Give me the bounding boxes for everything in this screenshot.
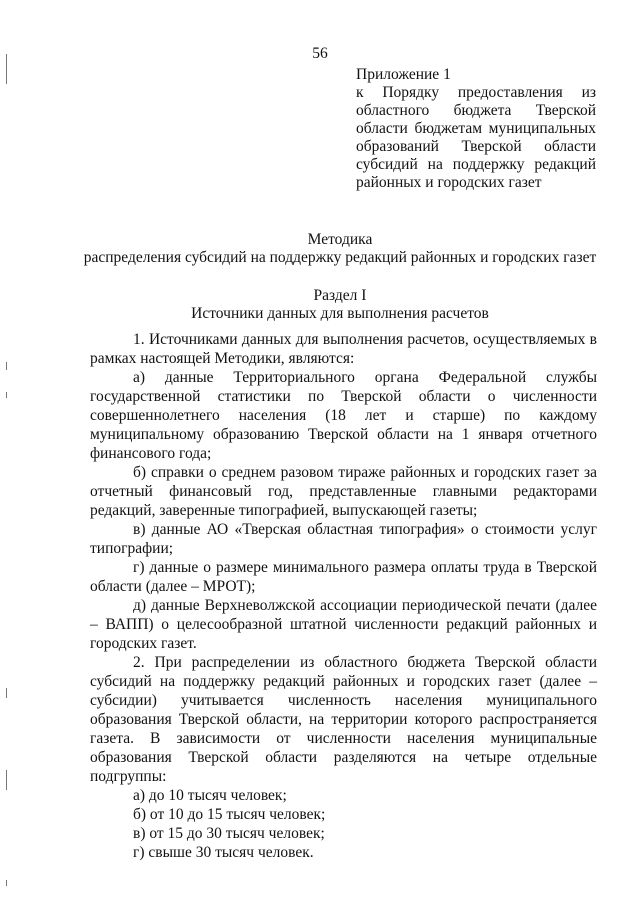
- list-item-e: д) данные Верхневолжской ассоциации периодической печати (далее – ВАПП) о целесообразной штатной численности редакций районных и городских газет.: [90, 597, 597, 652]
- scan-margin-marks: [6, 40, 8, 900]
- list-item-c: в) данные АО «Тверская областная типография» о стоимости услуг типографии;: [90, 521, 597, 557]
- section-title: Раздел I: [313, 287, 367, 304]
- paragraph-1: 1. Источниками данных для выполнения расчетов, осуществляемых в рамках настоящей Методики, являются:: [90, 331, 597, 367]
- page-number: 56: [312, 45, 328, 62]
- subgroup-item-a: а) до 10 тысяч человек;: [133, 787, 287, 804]
- methodology-title: Методика: [307, 231, 373, 248]
- subgroup-item-d: г) свыше 30 тысяч человек.: [133, 844, 314, 861]
- list-item-b: б) справки о среднем разовом тираже районных и городских газет за отчетный финансовый год, представленные главными редакторами редакций, заверенные типографией, выпускающей газеты;: [90, 464, 597, 519]
- appendix-text: к Порядку предоставления из областного бюджета Тверской области бюджетам муниципальных образований Тверской области субсидий на поддержку редакций районных и городских газет: [356, 84, 596, 191]
- subgroup-item-c: в) от 15 до 30 тысяч человек;: [133, 825, 325, 842]
- section-subtitle: Источники данных для выполнения расчетов: [191, 305, 489, 322]
- list-item-a: а) данные Территориального органа Федеральной службы государственной статистики по Тверской области о численности совершеннолетнего населения (18 лет и старше) по каждому муниципальному образованию Тверской области на 1 января отчетного финансового года;: [90, 369, 597, 462]
- appendix-block: [356, 66, 596, 192]
- body-text: [90, 330, 597, 862]
- list-item-d: г) данные о размере минимального размера оплаты труда в Тверской области (далее – МРОТ);: [90, 559, 597, 595]
- appendix-title: Приложение 1: [356, 66, 451, 83]
- subgroup-item-b: б) от 10 до 15 тысяч человек;: [133, 806, 326, 823]
- methodology-subtitle: распределения субсидий на поддержку редакций районных и городских газет: [83, 249, 597, 266]
- paragraph-2: 2. При распределении из областного бюджета Тверской области субсидий на поддержку редакций районных и городских газет (далее – субсидии) учитывается численность населения муниципального образования Тверской области, на территории которого распространяется газета. В зависимости от численности населения муниципальные образования Тверской области разделяются на четыре отдельные подгруппы:: [90, 654, 597, 785]
